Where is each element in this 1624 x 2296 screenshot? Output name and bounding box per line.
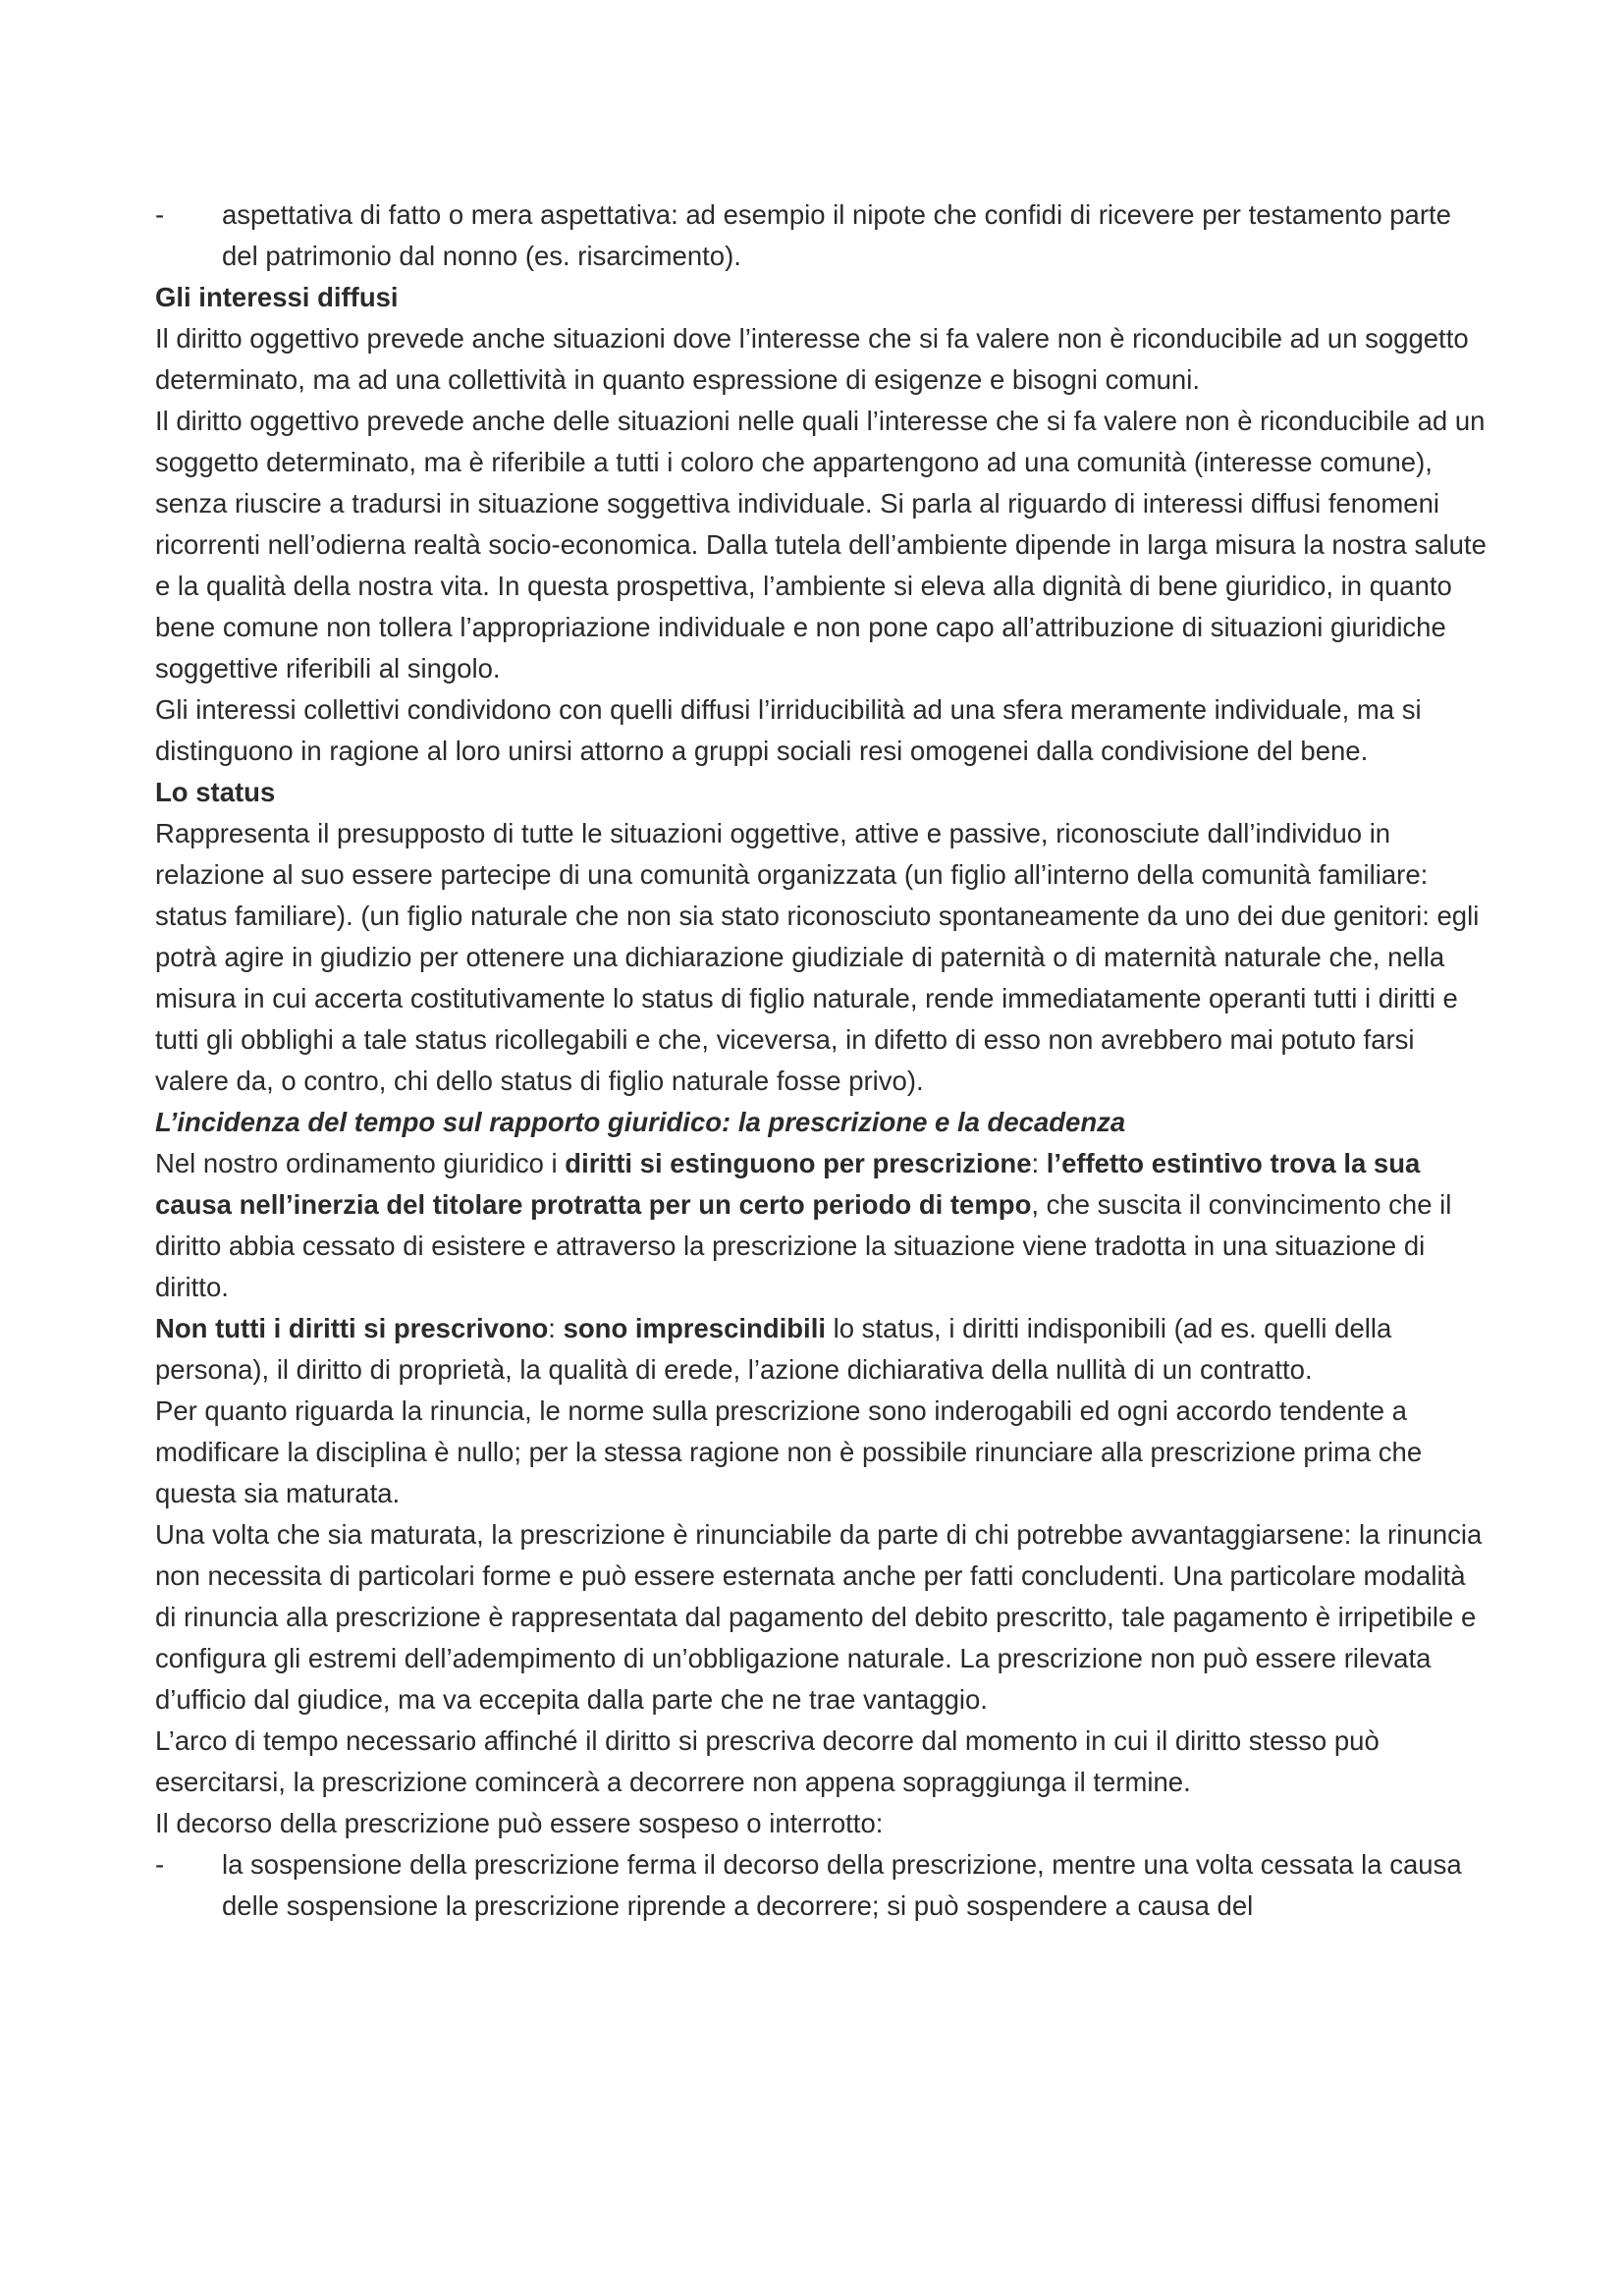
- bold-span: diritti si estinguono per prescrizione: [565, 1148, 1032, 1178]
- paragraph-diritto-oggettivo-1: Il diritto oggettivo prevede anche situazioni dove l’interesse che si fa valere non è riconducibile ad un soggetto determinato, ma ad una collettività in quanto espressione di esigenze e bisogni comuni.: [155, 323, 1469, 395]
- bullet-dash: -: [155, 199, 165, 230]
- paragraph-imprescrittibili: [155, 1308, 1490, 1391]
- heading-interessi-diffusi: Gli interessi diffusi: [155, 282, 399, 312]
- paragraph-rinuncia: Per quanto riguarda la rinuncia, le norme sulla prescrizione sono inderogabili ed ogni accordo tendente a modificare la disciplina è nullo; per la stessa ragione non è possibile rinunciare alla prescrizione prima che questa sia maturata.: [155, 1395, 1423, 1508]
- bullet-sospensione-text: la sospensione della prescrizione ferma il decorso della prescrizione, mentre una volta cessata la causa delle sospensione la prescrizione riprende a decorrere; si può sospendere a causa del: [222, 1849, 1462, 1921]
- bold-span: l’effetto estintivo trova la sua causa nell’inerzia del titolare protratta per un certo periodo di tempo: [155, 1148, 1421, 1220]
- document-page: [155, 194, 1490, 1927]
- paragraph-decorso: Il decorso della prescrizione può essere sospeso o interrotto:: [155, 1808, 884, 1838]
- paragraph-prescrizione-maturata: Una volta che sia maturata, la prescrizione è rinunciabile da parte di chi potrebbe avvantaggiarsene: la rinuncia non necessita di particolari forme e può essere esternata anche per fatti concludenti. Una particolare modalità di rinuncia alla prescrizione è rappresentata dal pagamento del debito prescritto, tale pagamento è irripetibile e configura gli estremi dell’adempimento di un’obbligazione naturale. La prescrizione non può essere rilevata d’ufficio dal giudice, ma va eccepita dalla parte che ne trae vantaggio.: [155, 1519, 1483, 1715]
- text-span: Nel nostro ordinamento giuridico i: [155, 1148, 566, 1178]
- bullet-aspettativa: [155, 194, 1490, 277]
- paragraph-diritto-oggettivo-2: Il diritto oggettivo prevede anche delle situazioni nelle quali l’interesse che si fa valere non è riconducibile ad un soggetto determinato, ma è riferibile a tutti i coloro che appartengono ad una comunità (interesse comune), senza riuscire a tradursi in situazione soggettiva individuale. Si parla al riguardo di interessi diffusi fenomeni ricorrenti nell’odierna realtà socio-economica. Dalla tutela dell’ambiente dipende in larga misura la nostra salute e la qualità della nostra vita. In questa prospettiva, l’ambiente si eleva alla dignità di bene giuridico, in quanto bene comune non tollera l’appropriazione individuale e non pone capo all’attribuzione di situazioni giuridiche soggettive riferibili al singolo.: [155, 406, 1487, 683]
- paragraph-status: Rappresenta il presupposto di tutte le situazioni oggettive, attive e passive, riconosciute dall’individuo in relazione al suo essere partecipe di una comunità organizzata (un figlio all’interno della comunità familiare: status familiare). (un figlio naturale che non sia stato riconosciuto spontaneamente da uno dei due genitori: egli potrà agire in giudizio per ottenere una dichiarazione giudiziale di paternità o di maternità naturale che, nella misura in cui accerta costitutivamente lo status di figlio naturale, rende immediatamente operanti tutti i diritti e tutti gli obblighi a tale status ricollegabili e che, viceversa, in difetto di esso non avrebbero mai potuto farsi valere da, o contro, chi dello status di figlio naturale fosse privo).: [155, 818, 1480, 1096]
- bold-span: sono imprescindibili: [563, 1313, 826, 1343]
- text-span: :: [1031, 1148, 1047, 1178]
- heading-lo-status: Lo status: [155, 777, 276, 807]
- text-span: lo status, i diritti indisponibili (ad es. quelli della persona), il diritto di proprietà, la qualità di erede, l’azione dichiarativa della nullità di un contratto.: [155, 1313, 1392, 1385]
- heading-prescrizione-decadenza: L’incidenza del tempo sul rapporto giuridico: la prescrizione e la decadenza: [155, 1107, 1126, 1137]
- paragraph-arco-di-tempo: L’arco di tempo necessario affinché il diritto si prescriva decorre dal momento in cui il diritto stesso può esercitarsi, la prescrizione comincerà a decorrere non appena sopraggiunga il termine.: [155, 1725, 1380, 1797]
- text-span: :: [548, 1313, 564, 1343]
- bullet-sospensione: [155, 1844, 1490, 1927]
- paragraph-interessi-collettivi: Gli interessi collettivi condividono con quelli diffusi l’irriducibilità ad una sfera meramente individuale, ma si distinguono in ragione al loro unirsi attorno a gruppi sociali resi omogenei dalla condivisione del bene.: [155, 694, 1422, 766]
- paragraph-estinzione-diritti: [155, 1143, 1490, 1308]
- bullet-dash: -: [155, 1849, 165, 1880]
- bullet-aspettativa-text: aspettativa di fatto o mera aspettativa: ad esempio il nipote che confidi di ricevere per testamento parte del patrimonio dal nonno (es. risarcimento).: [222, 199, 1451, 271]
- bold-span: Non tutti i diritti si prescrivono: [155, 1313, 549, 1343]
- text-span: , che suscita il convincimento che il diritto abbia cessato di esistere e attraverso la prescrizione la situazione viene tradotta in una situazione di diritto.: [155, 1189, 1452, 1302]
